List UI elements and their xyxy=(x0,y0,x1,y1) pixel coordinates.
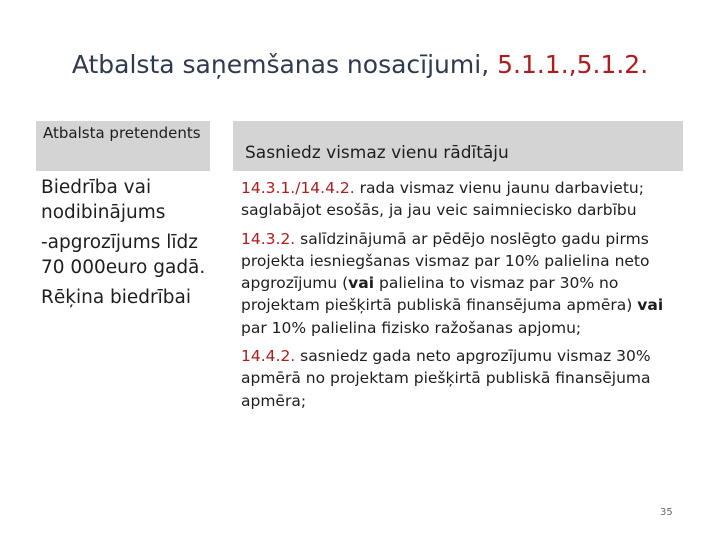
criterion-code: 14.3.1./14.4.2. xyxy=(241,179,355,197)
left-column-body xyxy=(41,175,211,315)
right-column-header: Sasniedz vismaz vienu rādītāju xyxy=(233,121,683,171)
slide-title-codes: 5.1.1.,5.1.2. xyxy=(497,50,649,79)
page-number: 35 xyxy=(660,507,673,518)
left-column-header: Atbalsta pretendents xyxy=(36,121,210,171)
criterion-text: par 10% palielina fizisko ražošanas apjomu; xyxy=(241,318,582,337)
calculation-note: Rēķina biedrībai xyxy=(41,287,192,308)
slide-title xyxy=(0,50,720,79)
criterion-text: palielina to vismaz par 30% no projektam piešķirtā publiskā finansējuma apmēra) xyxy=(241,274,638,315)
slide-title-text: Atbalsta saņemšanas nosacījumi, xyxy=(71,50,498,79)
criterion-text: sasniedz gada neto apgrozījumu vismaz 30% apmērā no projektam piešķirtā publiskā finansējuma apmēra; xyxy=(241,347,651,410)
applicant-type: Biedrība vai nodibinājums xyxy=(41,177,166,223)
criterion-jobs xyxy=(241,177,689,222)
criterion-annual-turnover xyxy=(241,345,689,412)
turnover-limit: -apgrozījums līdz 70 000euro gadā. xyxy=(41,232,206,278)
criterion-code: 14.4.2. xyxy=(241,347,296,366)
criterion-or: vai xyxy=(637,296,664,315)
criterion-turnover-growth xyxy=(241,228,689,339)
criterion-text: salīdzinājumā ar pēdējo noslēgto gadu pirms projekta iesniegšanas vismaz par 10% palielina neto apgrozījumu ( xyxy=(241,229,650,293)
criterion-or: vai xyxy=(348,274,375,293)
right-column-body xyxy=(241,177,689,418)
criterion-text: rada vismaz vienu jaunu darbavietu; saglabājot esošās, ja jau veic saimniecisko darbību xyxy=(241,179,644,220)
criterion-code: 14.3.2. xyxy=(241,229,296,248)
